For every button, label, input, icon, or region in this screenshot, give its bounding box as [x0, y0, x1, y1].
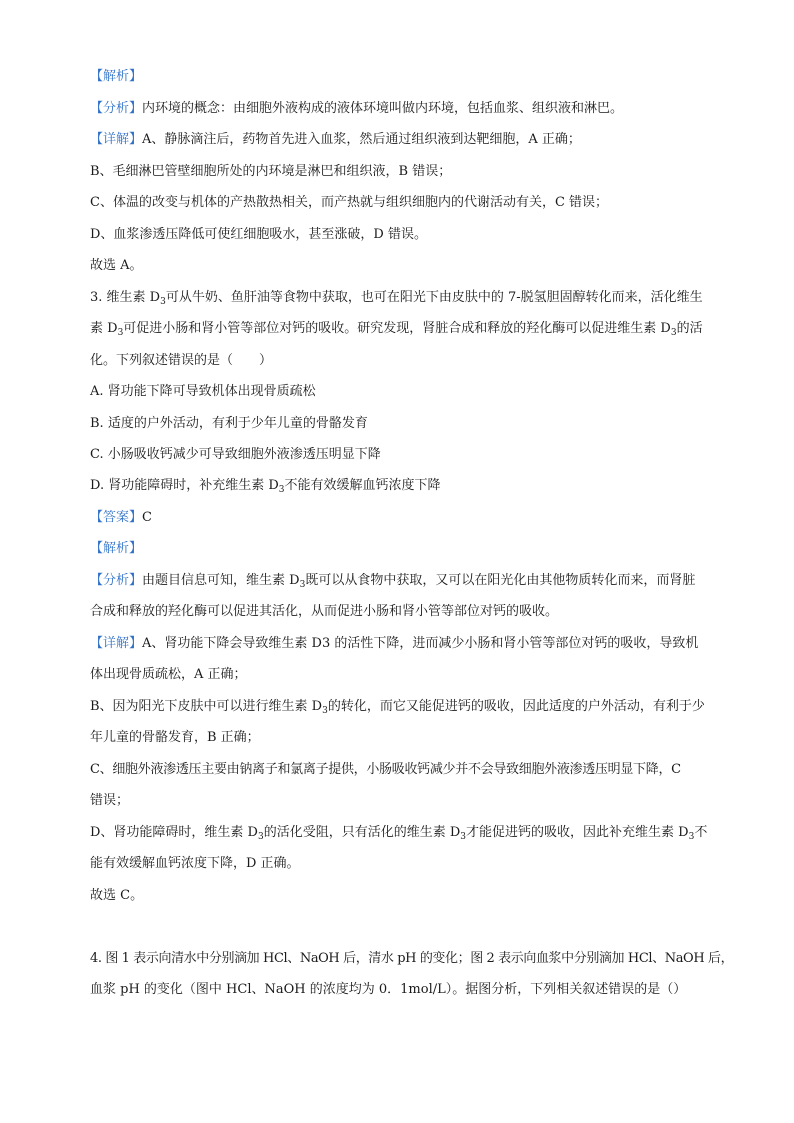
q4-stem-line1: 4. 图 1 表示向清水中分别滴加 HCl、NaOH 后，清水 pH 的变化；图 2 表示向血浆中分别滴加 HCl、NaOH 后， — [90, 951, 734, 966]
q3-stem-line1: 3. 维生素 $D_3$可从牛奶、鱼肝油等食物中获取，也可在阳光下由皮肤中的 7-脱氢胆固醇转化而来，活化维生 — [90, 290, 703, 307]
q4-stem-line2: 血浆 pH 的变化（图中 HCl、NaOH 的浓度均为 0．1mol/L）。据图分析，下列相关叙述错误的是（） — [90, 982, 687, 997]
q3-xiangjie-d2: 能有效缓解血钙浓度下降，D 正确。 — [90, 856, 300, 871]
q3-stem-line3: 化。下列叙述错误的是（ ） — [90, 353, 273, 368]
q2-conclusion: 故选 A。 — [90, 258, 143, 273]
q3-option-c: C. 小肠吸收钙减少可导致细胞外液渗透压明显下降 — [90, 447, 381, 462]
q2-xiangjie-a: 【详解】A、静脉滴注后，药物首先进入血浆，然后通过组织液到达靶细胞，A 正确； — [90, 132, 581, 147]
q3-analysis-heading: 【解析】 — [90, 541, 143, 556]
q3-xiangjie-a2: 体出现骨质疏松，A 正确； — [90, 667, 247, 682]
q2-xiangjie-c: C、体温的改变与机体的产热散热相关，而产热就与组织细胞内的代谢活动有关，C 错误； — [90, 195, 609, 210]
q3-xiangjie-b1: B、因为阳光下皮肤中可以进行维生素 $D_3$的转化，而它又能促进钙的吸收，因此适度的户外活动，有利于少 — [90, 699, 705, 716]
q2-fenxi: 【分析】内环境的概念：由细胞外液构成的液体环境叫做内环境，包括血浆、组织液和淋巴。 — [90, 101, 624, 116]
q3-xiangjie-d1: D、肾功能障碍时，维生素 $D_3$的活化受阻，只有活化的维生素 $D_3$才能促进钙的吸收，因此补充维生素 $D_3$不 — [90, 825, 708, 842]
q2-xiangjie-d: D、血浆渗透压降低可使红细胞吸水，甚至涨破，D 错误。 — [90, 227, 427, 242]
q2-xiangjie-b: B、毛细淋巴管壁细胞所处的内环境是淋巴和组织液，B 错误； — [90, 164, 452, 179]
q3-fenxi-line2: 合成和释放的羟化酶可以促进其活化，从而促进小肠和肾小管等部位对钙的吸收。 — [90, 604, 559, 619]
q2-analysis-heading: 【解析】 — [90, 69, 143, 84]
q3-xiangjie-c2: 错误； — [90, 793, 130, 808]
q3-fenxi-line1: 【分析】由题目信息可知，维生素 $D_3$既可以从食物中获取，又可以在阳光化由其他物质转化而来，而肾脏 — [90, 573, 696, 590]
q3-stem-line2: 素 $D_3$可促进小肠和肾小管等部位对钙的吸收。研究发现，肾脏合成和释放的羟化酶可以促进维生素 $D_3$的活 — [90, 321, 703, 338]
q3-answer: 【答案】C — [90, 510, 152, 525]
q3-option-b: B. 适度的户外活动，有利于少年儿童的骨骼发育 — [90, 416, 368, 431]
q3-xiangjie-c1: C、细胞外液渗透压主要由钠离子和氯离子提供，小肠吸收钙减少并不会导致细胞外液渗透压明显下降，C — [90, 762, 681, 777]
q3-option-d: D. 肾功能障碍时，补充维生素 $D_3$不能有效缓解血钙浓度下降 — [90, 478, 441, 495]
q3-xiangjie-b2: 年儿童的骨骼发育，B 正确； — [90, 730, 260, 745]
q3-option-a: A. 肾功能下降可导致机体出现骨质疏松 — [90, 384, 316, 399]
q3-xiangjie-a1: 【详解】A、肾功能下降会导致维生素 D3 的活性下降，进而减少小肠和肾小管等部位对钙的吸收，导致机 — [90, 636, 699, 651]
q3-conclusion: 故选 C。 — [90, 888, 144, 903]
